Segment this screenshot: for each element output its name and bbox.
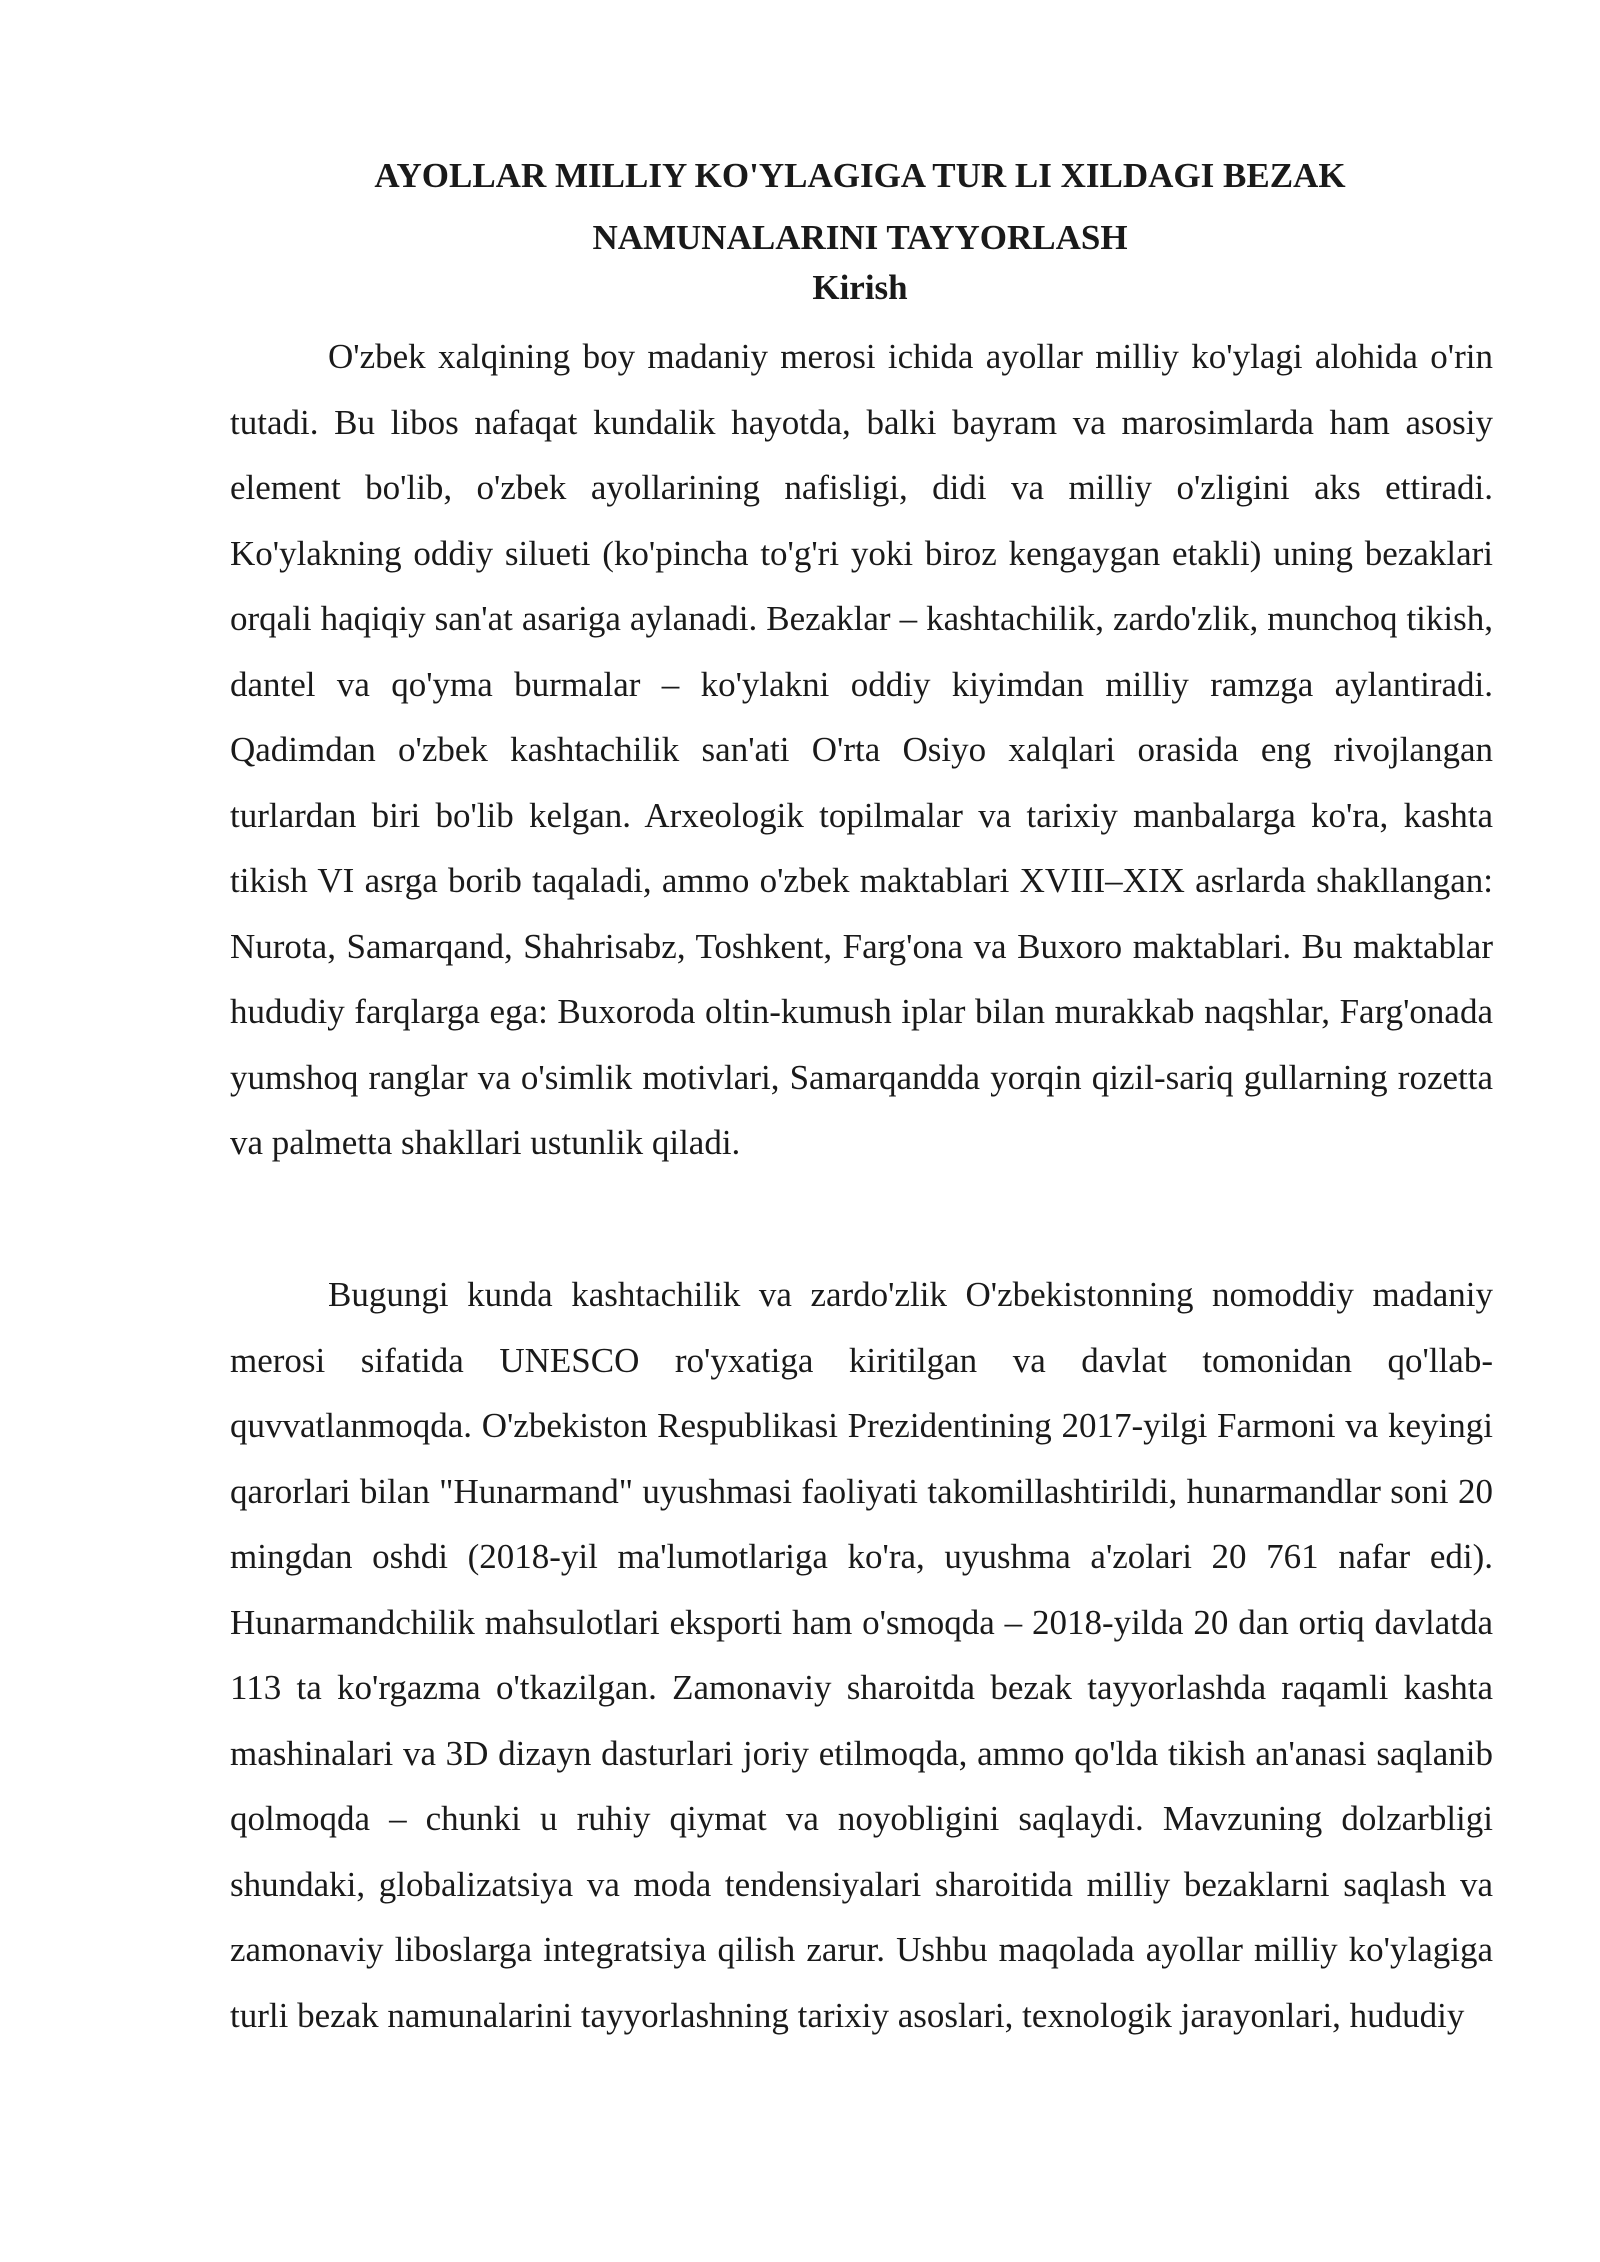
section-heading: Kirish [812,268,908,307]
document-title: AYOLLAR MILLIY KO'YLAGIGA TUR LI XILDAGI BEZAK NAMUNALARINI TAYYORLASH [374,156,1346,257]
paragraph-2: Bugungi kunda kashtachilik va zardo'zlik O'zbekistonning nomoddiy madaniy merosi sifatida UNESCO ro'yxatiga kiritilgan va davlat tomonidan qo'llab-quvvatlanmoqda. O'zbekiston Respublikasi Prezidentining 2017-yilgi Farmoni va keyingi qarorlari bilan "Hunarmand" uyushmasi faoliyati takomillashtirildi, hunarmandlar soni 20 mingdan oshdi (2018-yil ma'lumotlariga ko'ra, uyushma a'zolari 20 761 nafar edi). Hunarmandchilik mahsulotlari eksporti ham o'smoqda – 2018-yilda 20 dan ortiq davlatda 113 ta ko'rgazma o'tkazilgan. Zamonaviy sharoitda bezak tayyorlashda raqamli kashta mashinalari va 3D dizayn dasturlari joriy etilmoqda, ammo qo'lda tikish an'anasi saqlanib qolmoqda – chunki u ruhiy qiymat va noyobligini saqlaydi. Mavzuning dolzarbligi shundaki, globalizatsiya va moda tendensiyalari sharoitida milliy bezaklarni saqlash va zamonaviy liboslarga integratsiya qilish zarur. Ushbu maqolada ayollar milliy ko'ylagiga turli bezak namunalarini tayyorlashning tarixiy asoslari, texnologik jarayonlari, hududiy [230,1275,1493,2035]
paragraph-1: O'zbek xalqining boy madaniy merosi ichida ayollar milliy ko'ylagi alohida o'rin tutadi. Bu libos nafaqat kundalik hayotda, balki bayram va marosimlarda ham asosiy element bo'lib, o'zbek ayollarining nafisligi, didi va milliy o'zligini aks ettiradi. Ko'ylakning oddiy silueti (ko'pincha to'g'ri yoki biroz kengaygan etakli) uning bezaklari orqali haqiqiy san'at asariga aylanadi. Bezaklar – kashtachilik, zardo'zlik, munchoq tikish, dantel va qo'yma burmalar – ko'ylakni oddiy kiyimdan milliy ramzga aylantiradi. Qadimdan o'zbek kashtachilik san'ati O'rta Osiyo xalqlari orasida eng rivojlangan turlardan biri bo'lib kelgan. Arxeologik topilmalar va tarixiy manbalarga ko'ra, kashta tikish VI asrga borib taqaladi, ammo o'zbek maktablari XVIII–XIX asrlarda shakllangan: Nurota, Samarqand, Shahrisabz, Toshkent, Farg'ona va Buxoro maktablari. Bu maktablar hududiy farqlarga ega: Buxoroda oltin-kumush iplar bilan murakkab naqshlar, Farg'onada yumshoq ranglar va o'simlik motivlari, Samarqandda yorqin qizil-sariq gullarning rozetta va palmetta shakllari ustunlik qiladi. [230,337,1493,1162]
